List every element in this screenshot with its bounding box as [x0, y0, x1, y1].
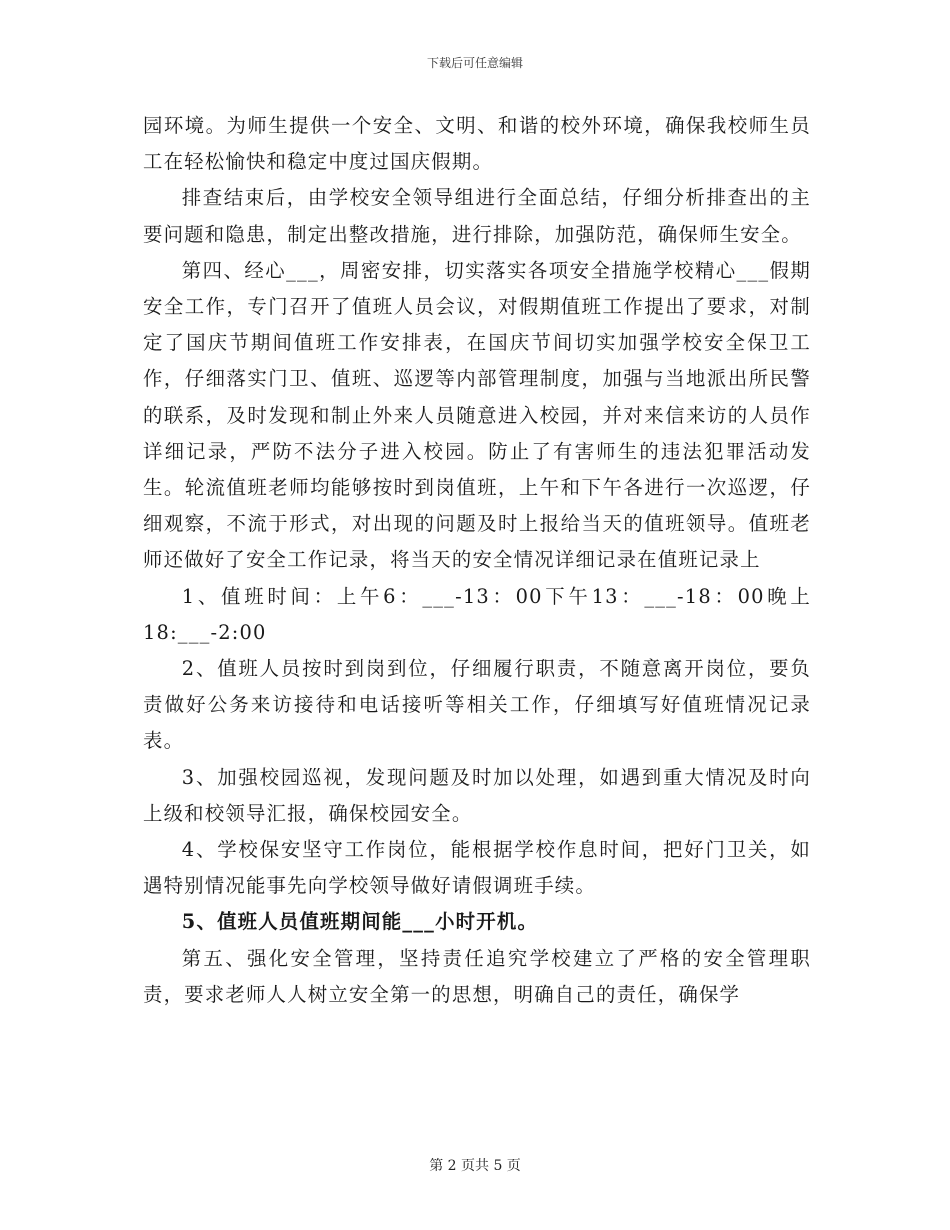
paragraph-duty-3: 3、加强校园巡视，发现问题及时加以处理，如遇到重大情况及时向上级和校领导汇报，确保校园安全。: [143, 765, 811, 825]
page-header: 下载后可任意编辑: [426, 56, 523, 70]
paragraph-3: 第四、经心___，周密安排，切实落实各项安全措施学校精心___假期安全工作，专门召开了值班人员会议，对假期值班工作提出了要求，对制定了国庆节期间值班工作安排表，在国庆节间切实加强学校安全保卫工作，仔细落实门卫、值班、巡逻等内部管理制度，加强与当地派出所民警的联系，及时发现和制止外来人员随意进入校园，并对来信来访的人员作详细记录，严防不法分子进入校园。防止了有害师生的违法犯罪活动发生。轮流值班老师均能够按时到岗值班，上午和下午各进行一次巡逻，仔细观察，不流于形式，对出现的问题及时上报给当天的值班领导。值班老师还做好了安全工作记录，将当天的安全情况详细记录在值班记录上: [143, 258, 811, 572]
document-body: [143, 108, 811, 1013]
paragraph-2: 排查结束后，由学校安全领导组进行全面总结，仔细分析排查出的主要问题和隐患，制定出整改措施，进行排除，加强防范，确保师生安全。: [143, 186, 811, 246]
paragraph-duty-5: 5、值班人员值班期间能___小时开机。: [181, 910, 539, 934]
paragraph-duty-4: 4、学校保安坚守工作岗位，能根据学校作息时间，把好门卫关，如遇特别情况能事先向学校领导做好请假调班手续。: [143, 838, 811, 898]
paragraph-duty-time: 1、值班时间：上午6：___-13：00下午13：___-18：00晚上18:___-2:00: [143, 584, 811, 644]
paragraph-1: 园环境。为师生提供一个安全、文明、和谐的校外环境，确保我校师生员工在轻松愉快和稳定中度过国庆假期。: [143, 114, 811, 174]
paragraph-duty-2: 2、值班人员按时到岗到位，仔细履行职责，不随意离开岗位，要负责做好公务来访接待和电话接听等相关工作，仔细填写好值班情况记录表。: [143, 657, 811, 753]
paragraph-5: 第五、强化安全管理，坚持责任追究学校建立了严格的安全管理职责，要求老师人人树立安全第一的思想，明确自己的责任，确保学: [143, 946, 811, 1006]
page-footer: 第 2 页共 5 页: [429, 1158, 521, 1174]
